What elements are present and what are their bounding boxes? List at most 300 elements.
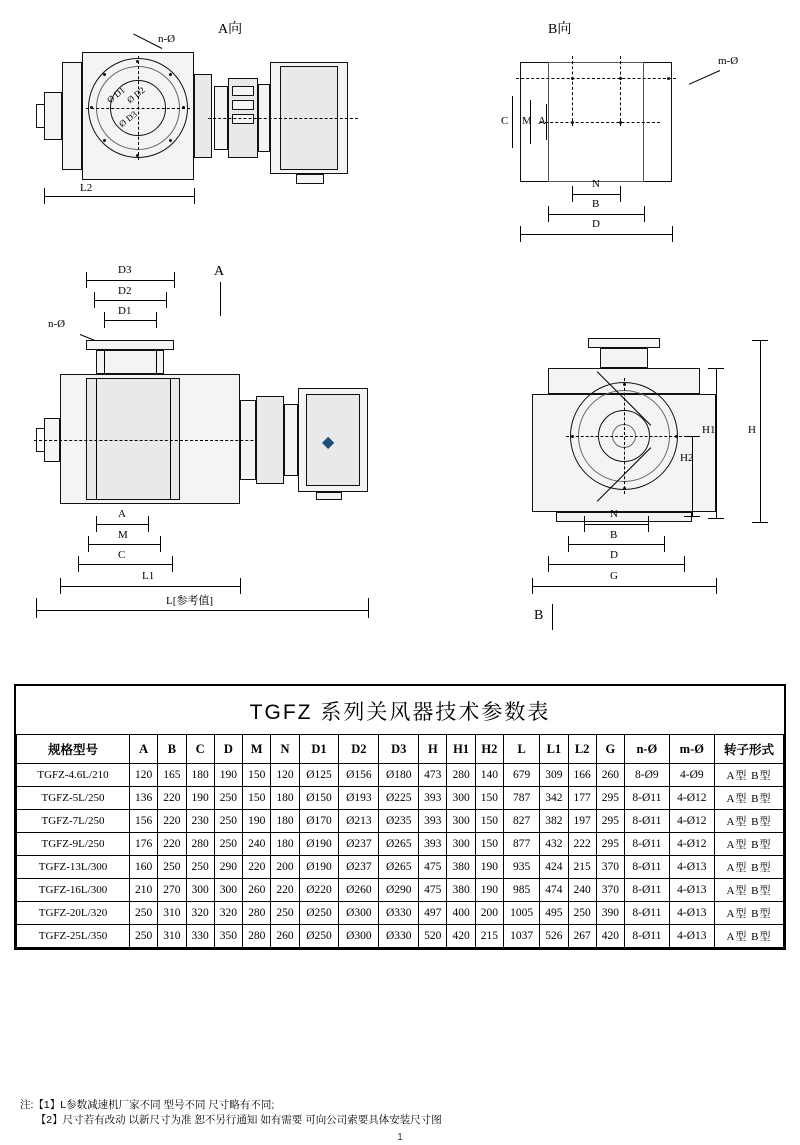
ext-line [532,578,533,594]
table-cell: 4-Ø12 [669,787,714,810]
table-cell: 260 [596,764,624,787]
ext-line [148,516,149,532]
table-cell: Ø265 [379,833,419,856]
bolt-hole [623,383,626,386]
table-cell: Ø213 [339,810,379,833]
table-cell: 300 [214,879,242,902]
table-cell: 240 [568,879,596,902]
table-header-cell: 转子形式 [715,735,784,764]
table-row [17,764,784,787]
ext-line [684,436,700,437]
table-cell: 150 [243,787,271,810]
section-arrow-b-line [552,604,553,630]
table-cell: 220 [158,833,186,856]
diameter-d3-label: Ø D3 [117,108,139,130]
table-header-cell: L1 [540,735,568,764]
table-cell: 8-Ø11 [625,902,670,925]
table-cell: 679 [503,764,539,787]
table-cell: Ø225 [379,787,419,810]
bolt-hole [103,139,106,142]
dim-label-b: B [592,198,600,210]
table-cell: Ø250 [299,925,339,948]
table-cell: 350 [214,925,242,948]
table-cell: Ø235 [379,810,419,833]
m-hole-label: m-Ø [718,55,739,67]
table-cell: 240 [243,833,271,856]
table-cell: 250 [130,925,158,948]
parameter-table [16,686,784,948]
table-cell: 165 [158,764,186,787]
inlet-neck [96,350,164,374]
dim-line-l [36,610,368,611]
table-cell-model: TGFZ-7L/250 [17,810,130,833]
table-cell: 393 [419,787,447,810]
table-cell: 250 [130,902,158,925]
ext-line [684,516,700,517]
dim-label-d2: D2 [118,285,132,297]
table-header-cell: M [243,735,271,764]
table-cell: Ø220 [299,879,339,902]
table-cell: 8-Ø11 [625,810,670,833]
table-cell: 300 [447,833,475,856]
table-cell: 475 [419,879,447,902]
terminal-box [296,174,324,184]
base-plate [556,512,692,522]
gearbox-detail [232,86,254,96]
table-cell: Ø260 [339,879,379,902]
bolt-hole [169,139,172,142]
table-cell: 156 [130,810,158,833]
table-cell: 8-Ø11 [625,856,670,879]
housing-rib [170,378,171,500]
ext-line [194,188,195,204]
gearbox-detail [232,100,254,110]
table-cell: 220 [158,810,186,833]
table-cell-model: TGFZ-25L/350 [17,925,130,948]
ext-line [240,578,241,594]
table-cell: 935 [503,856,539,879]
table-cell: 140 [475,764,503,787]
page-number: 1 [397,1132,403,1143]
table-cell: 320 [186,902,214,925]
table-cell: 320 [214,902,242,925]
ext-line [156,312,157,328]
table-cell: 150 [475,810,503,833]
note-line-2: 【2】尺寸若有改动 以新尺寸为准 恕不另行通知 如有需要 可向公司索要具体安装尺寸图 [20,1114,442,1126]
table-header-cell: H [419,735,447,764]
table-cell: 190 [475,856,503,879]
table-header-cell: D [214,735,242,764]
table-cell: 136 [130,787,158,810]
table-header-cell: G [596,735,624,764]
table-cell: 390 [596,902,624,925]
table-cell: Ø170 [299,810,339,833]
table-cell: 526 [540,925,568,948]
dim-label-l-ref: L[参考值] [166,595,214,607]
dim-label-h1: H1 [702,424,716,436]
bolt-hole [169,73,172,76]
table-cell: 827 [503,810,539,833]
table-header-cell: A [130,735,158,764]
table-cell: 1005 [503,902,539,925]
table-cell: 342 [540,787,568,810]
table-cell-model: TGFZ-4.6L/210 [17,764,130,787]
dim-line-d1 [104,320,156,321]
table-cell: 230 [186,810,214,833]
dim-line-l1 [60,586,240,587]
parameter-table-wrap [14,684,786,950]
ext-line [172,556,173,572]
table-cell: 180 [271,833,299,856]
dim-label-h2: H2 [680,452,694,464]
ext-line [60,578,61,594]
table-cell-model: TGFZ-13L/300 [17,856,130,879]
table-cell: 190 [186,787,214,810]
diameter-d2-label: Ø D2 [125,84,147,106]
table-cell: 177 [568,787,596,810]
dim-label-n-side: N [610,508,618,520]
table-cell: 370 [596,856,624,879]
table-cell-rotor-type: A型 B型 [715,902,784,925]
ext-line [104,312,105,328]
table-cell: 4-Ø12 [669,833,714,856]
table-cell: 280 [243,902,271,925]
table-row [17,902,784,925]
table-cell: 197 [568,810,596,833]
ext-line [548,556,549,572]
dim-line-m-front [88,544,160,545]
table-cell: 380 [447,879,475,902]
table-cell: 520 [419,925,447,948]
table-cell: 176 [130,833,158,856]
table-cell: 200 [475,902,503,925]
table-cell: Ø330 [379,925,419,948]
table-cell: 382 [540,810,568,833]
dim-line-h [760,340,761,522]
dim-label-b-side: B [610,529,618,541]
ext-line [620,186,621,202]
bolt-axis-h [516,78,676,79]
table-cell: 8-Ø11 [625,833,670,856]
dim-line-b-side [568,544,664,545]
table-cell: 260 [243,879,271,902]
table-cell: 787 [503,787,539,810]
view-label-a: A向 [218,22,243,37]
table-cell: 180 [186,764,214,787]
ext-line [644,206,645,222]
dim-line-a-front [96,524,148,525]
notes-block [20,1098,442,1128]
table-cell-model: TGFZ-16L/300 [17,879,130,902]
table-cell-model: TGFZ-5L/250 [17,787,130,810]
table-header-cell: D1 [299,735,339,764]
table-cell: 222 [568,833,596,856]
bolt-axis-v [572,56,573,126]
ext-line [94,292,95,308]
table-cell: 180 [271,787,299,810]
inlet-flange-side [588,338,660,348]
table-cell: 393 [419,810,447,833]
bolt-hole [103,73,106,76]
table-cell: 1037 [503,925,539,948]
table-cell: Ø150 [299,787,339,810]
dim-label-d: D [592,218,600,230]
table-cell: 267 [568,925,596,948]
table-cell-model: TGFZ-9L/250 [17,833,130,856]
dim-label-l2: L2 [80,182,93,194]
table-header-cell: L2 [568,735,596,764]
brand-logo: ◆ [322,434,335,451]
table-cell: 270 [158,879,186,902]
table-cell: Ø156 [339,764,379,787]
table-cell: 4-Ø13 [669,856,714,879]
table-cell: 280 [186,833,214,856]
dim-label-d3: D3 [118,264,132,276]
inlet-detail [156,350,157,374]
table-cell: Ø125 [299,764,339,787]
table-cell: 190 [214,764,242,787]
shaft-cover-left [44,92,62,140]
table-header-cell: H2 [475,735,503,764]
ext-line [368,598,369,618]
ext-line [44,188,45,204]
table-cell: 280 [447,764,475,787]
table-cell: 4-Ø13 [669,879,714,902]
table-cell: 424 [540,856,568,879]
note-line-1: 注:【1】L参数减速机厂家不同 型号不同 尺寸略有不同; [20,1099,275,1111]
ext-line [664,536,665,552]
table-body [17,764,784,948]
table-header-cell: B [158,735,186,764]
table-cell: 120 [130,764,158,787]
table-cell: 475 [419,856,447,879]
motor-flange-front [284,404,298,476]
table-cell: 295 [596,787,624,810]
table-cell: 150 [243,764,271,787]
section-arrow-b-label: B [534,608,544,623]
gearbox-detail [232,114,254,124]
table-cell: Ø330 [379,902,419,925]
dim-label-c-front: C [118,549,126,561]
ext-line [86,272,87,288]
table-cell-rotor-type: A型 B型 [715,833,784,856]
bolt-axis-v [620,56,621,126]
table-cell: Ø180 [379,764,419,787]
section-arrow-a-label: A [214,264,225,279]
table-cell-rotor-type: A型 B型 [715,810,784,833]
table-cell: 473 [419,764,447,787]
ext-line [78,556,79,572]
table-cell-model: TGFZ-20L/320 [17,902,130,925]
ext-line [752,522,768,523]
table-cell: 300 [186,879,214,902]
table-cell: 295 [596,833,624,856]
dim-line-n [572,194,620,195]
table-cell: 330 [186,925,214,948]
dim-line-d-side [548,564,684,565]
bolt-hole [571,77,574,80]
dim-label-l1: L1 [142,570,155,582]
bolt-hole [667,77,670,80]
table-cell: 295 [596,810,624,833]
table-cell: 4-Ø13 [669,925,714,948]
table-cell: 877 [503,833,539,856]
rotor-centerline-v [624,378,625,494]
dim-line-a [546,104,547,140]
table-cell: 250 [568,902,596,925]
table-cell: 4-Ø9 [669,764,714,787]
table-cell: Ø250 [299,902,339,925]
table-cell: 310 [158,925,186,948]
dim-label-h: H [748,424,756,436]
table-row [17,810,784,833]
dim-label-m: M [522,115,532,127]
table-cell-rotor-type: A型 B型 [715,764,784,787]
table-cell: 250 [214,787,242,810]
table-cell: 160 [130,856,158,879]
housing-right-flange [194,74,212,158]
table-cell: 497 [419,902,447,925]
bolt-hole [619,121,622,124]
table-cell: 8-Ø11 [625,787,670,810]
table-cell: 180 [271,810,299,833]
table-cell: Ø237 [339,856,379,879]
n-hole-label-a: n-Ø [158,33,176,45]
dim-line-h1 [716,368,717,518]
table-cell: 150 [475,833,503,856]
table-cell: 250 [271,902,299,925]
table-cell: 8-Ø11 [625,879,670,902]
dim-line-d2 [94,300,166,301]
rotor-chamber [86,378,180,500]
table-cell: 250 [214,833,242,856]
table-cell: Ø300 [339,925,379,948]
ext-line [520,226,521,242]
table-row [17,925,784,948]
table-header-cell: n-Ø [625,735,670,764]
table-cell: 8-Ø11 [625,925,670,948]
table-cell: 310 [158,902,186,925]
bolt-hole [675,435,678,438]
table-cell: 220 [243,856,271,879]
ext-line [708,518,724,519]
table-cell: Ø300 [339,902,379,925]
table-cell: 4-Ø12 [669,810,714,833]
table-cell: 432 [540,833,568,856]
dim-label-a-front: A [118,508,126,520]
table-cell-rotor-type: A型 B型 [715,856,784,879]
ext-line [684,556,685,572]
table-cell: 985 [503,879,539,902]
table-row [17,879,784,902]
table-cell: 495 [540,902,568,925]
ext-line [548,206,549,222]
inlet-detail [104,350,105,374]
table-header-cell: m-Ø [669,735,714,764]
table-cell-rotor-type: A型 B型 [715,879,784,902]
dim-line-n-side [584,524,648,525]
inlet-flange [86,340,174,350]
table-cell: 474 [540,879,568,902]
motor-centerline [208,118,358,119]
table-cell: 300 [447,810,475,833]
dim-label-c: C [501,115,509,127]
table-cell: 280 [243,925,271,948]
table-header-cell: 规格型号 [17,735,130,764]
ext-line [572,186,573,202]
inlet-neck-side [600,348,648,368]
n-hole-label-front: n-Ø [48,318,66,330]
ext-line [36,598,37,618]
table-cell: Ø193 [339,787,379,810]
bolt-hole [619,77,622,80]
table-header-cell: H1 [447,735,475,764]
table-cell: 220 [271,879,299,902]
table-cell: 250 [186,856,214,879]
section-arrow-a-line [220,282,221,316]
table-cell: 370 [596,879,624,902]
ext-line [166,292,167,308]
table-header-cell: L [503,735,539,764]
table-cell: 4-Ø13 [669,902,714,925]
shaft-end-left [36,104,45,128]
ext-line [672,226,673,242]
table-cell: 300 [447,787,475,810]
table-cell: 393 [419,833,447,856]
centerline-v [138,56,139,160]
dim-label-d-side: D [610,549,618,561]
bolt-hole [571,435,574,438]
housing-rib [96,378,97,500]
table-cell: 200 [271,856,299,879]
table-header-row [17,735,784,764]
table-row [17,856,784,879]
table-cell: 420 [596,925,624,948]
ext-line [96,516,97,532]
table-cell: 190 [243,810,271,833]
housing-left-flange [62,62,82,170]
table-cell: 309 [540,764,568,787]
table-row [17,787,784,810]
bolt-hole [571,121,574,124]
table-cell-rotor-type: A型 B型 [715,787,784,810]
bolt-axis-h [540,122,660,123]
table-cell: 250 [158,856,186,879]
dim-line-b [548,214,644,215]
table-cell: 215 [475,925,503,948]
table-cell: Ø265 [379,856,419,879]
table-header-cell: C [186,735,214,764]
table-header-cell: D3 [379,735,419,764]
table-cell: 400 [447,902,475,925]
table-row [17,833,784,856]
ext-line [584,516,585,532]
table-cell: 250 [214,810,242,833]
table-cell: 150 [475,787,503,810]
table-cell: 210 [130,879,158,902]
table-cell: Ø237 [339,833,379,856]
table-cell: 420 [447,925,475,948]
table-cell: Ø190 [299,833,339,856]
diameter-d1-label: Ø D1 [105,84,127,106]
table-cell: 8-Ø9 [625,764,670,787]
table-cell: 260 [271,925,299,948]
ext-line [752,340,768,341]
gearbox-front [256,396,284,484]
dim-line-l2 [44,196,194,197]
ext-line [716,578,717,594]
bolt-hole [623,487,626,490]
